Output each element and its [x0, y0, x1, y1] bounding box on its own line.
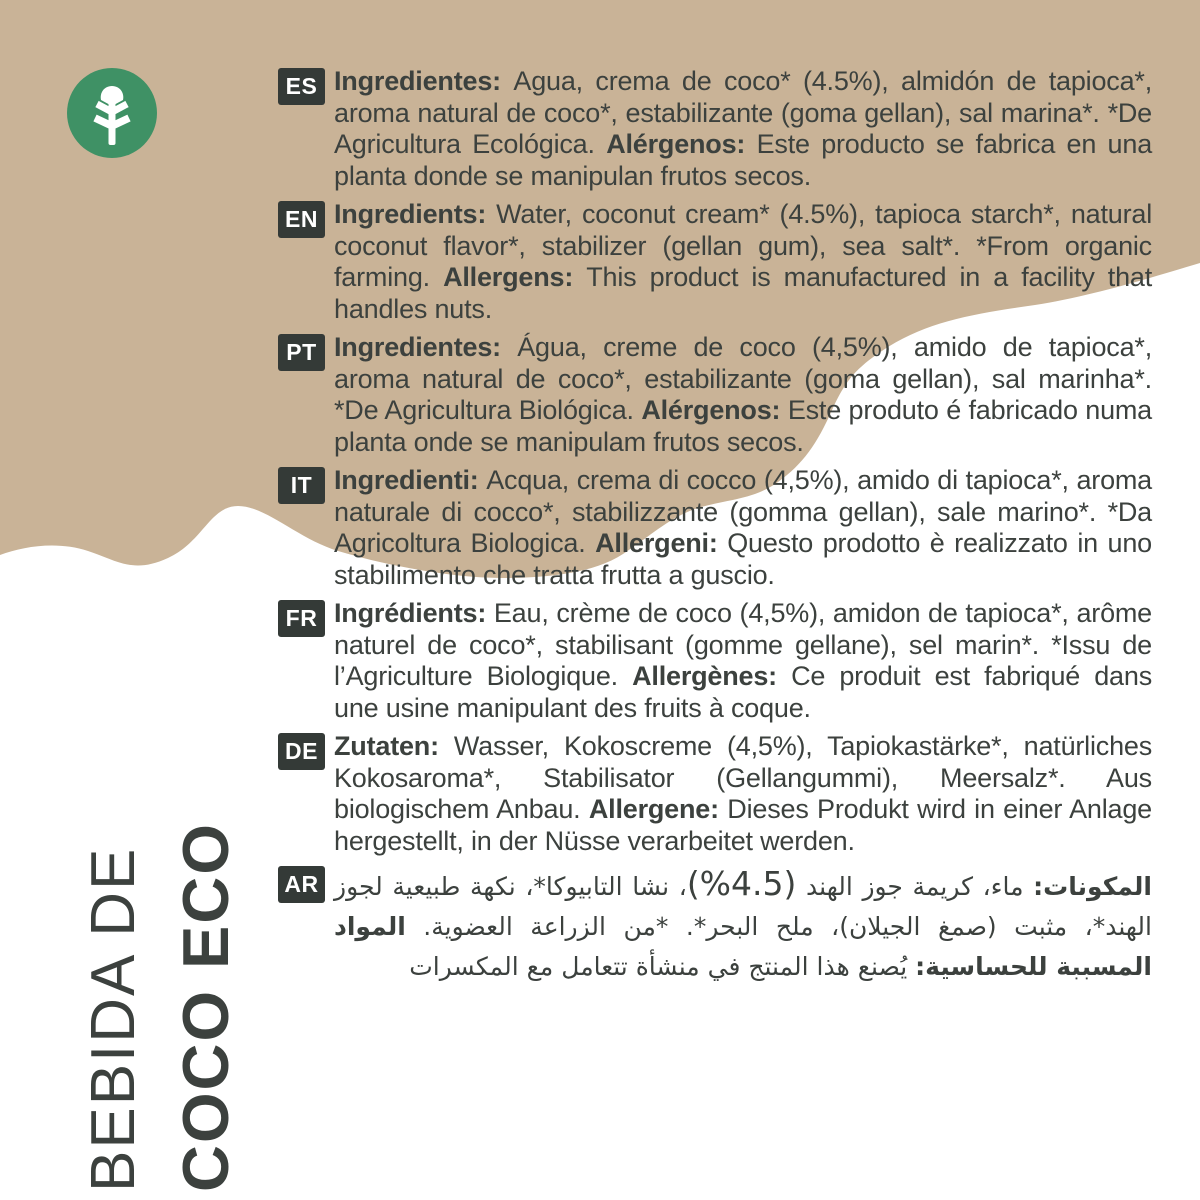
product-title-line-1: BEBIDA DE	[79, 846, 148, 1192]
lang-badge-es: ES	[278, 68, 325, 105]
lang-block-ar	[278, 864, 1152, 987]
text-segment: Ingredientes:	[334, 332, 518, 362]
ingredients-text-it	[334, 465, 1152, 591]
ingredients-text-es	[334, 66, 1152, 192]
text-segment: Ingredients:	[334, 199, 497, 229]
text-segment: Ce produit est fabriqué dans une usine manipulant des fruits à coque.	[334, 661, 1152, 723]
product-title	[68, 772, 252, 1192]
text-segment: Questo prodotto è realizzato in uno stabilimento che tratta frutta a guscio.	[334, 528, 1152, 590]
product-title-line-2: COCO ECO	[169, 822, 242, 1192]
lang-badge-pt: PT	[278, 334, 325, 371]
lang-block-it	[278, 465, 1152, 591]
text-segment: ، نشا التابيوكا*، نكهة طبيعية لجوز الهند*، مثبت (صمغ الجيلان)، ملح البحر*. *من الزراعة العضوية.	[334, 872, 1152, 941]
text-segment: Eau, crème de coco (4,5%), amidon de tapioca*, arôme naturel de coco*, stabilisant (gomme gellane), sel marin*. *Issu de l’Agriculture Biologique.	[334, 598, 1152, 691]
lang-badge-fr: FR	[278, 600, 325, 637]
text-segment: Agua, crema de coco* (4.5%), almidón de tapioca*, aroma natural de coco*, estabilizante (goma gellan), sal marina*. *De Agricultura Ecológica.	[334, 66, 1152, 159]
text-segment: (4.5%)	[686, 864, 797, 903]
lang-badge-de: DE	[278, 733, 325, 770]
lang-badge-ar: AR	[278, 866, 325, 903]
text-segment: Allergeni:	[595, 528, 728, 558]
text-segment: Alérgenos:	[606, 129, 757, 159]
lang-badge-it: IT	[278, 467, 325, 504]
lang-block-de	[278, 731, 1152, 857]
text-segment: المكونات:	[1033, 872, 1152, 901]
brand-roundel	[67, 68, 157, 158]
ingredients-text-pt	[334, 332, 1152, 458]
text-segment: المواد المسببة للحساسية:	[334, 912, 1152, 981]
text-segment: Wasser, Kokoscreme (4,5%), Tapiokastärke*, natürliches Kokosaroma*, Stabilisator (Gellangummi), Meersalz*. Aus biologischem Anbau.	[334, 731, 1153, 824]
text-segment: ماء، كريمة جوز الهند	[796, 872, 1034, 901]
text-segment: Água, creme de coco (4,5%), amido de tapioca*, aroma natural de coco*, estabilizante (goma gellan), sal marinha*. *De Agricultura Biológica.	[334, 332, 1152, 425]
text-segment: Ingrédients:	[334, 598, 494, 628]
ingredients-text-ar	[334, 864, 1152, 987]
ingredients-column	[278, 66, 1152, 994]
text-segment: يُصنع هذا المنتج في منشأة تتعامل مع المكسرات	[409, 952, 916, 981]
lang-block-fr	[278, 598, 1152, 724]
text-segment: Zutaten:	[334, 731, 454, 761]
text-segment: Alérgenos:	[641, 395, 788, 425]
text-segment: Este produto é fabricado numa planta onde se manipulam frutos secos.	[334, 395, 1152, 457]
text-segment: Allergènes:	[632, 661, 792, 691]
ingredients-text-en	[334, 199, 1152, 325]
text-segment: Ingredienti:	[334, 465, 487, 495]
lang-badge-en: EN	[278, 201, 325, 238]
text-segment: Water, coconut cream* (4.5%), tapioca starch*, natural coconut flavor*, stabilizer (gellan gum), sea salt*. *From organic farming.	[334, 199, 1152, 292]
text-segment: Allergene:	[588, 794, 728, 824]
text-segment: Allergens:	[443, 262, 587, 292]
ingredients-text-fr	[334, 598, 1152, 724]
text-segment: Dieses Produkt wird in einer Anlage hergestellt, in der Nüsse verarbeitet werden.	[334, 794, 1152, 856]
text-segment: Ingredientes:	[334, 66, 514, 96]
lang-block-es	[278, 66, 1152, 192]
text-segment: Acqua, crema di cocco (4,5%), amido di tapioca*, aroma naturale di cocco*, stabilizzante (gomma gellan), sale marino*. *Da Agricoltura Biologica.	[334, 465, 1152, 558]
text-segment: This product is manufactured in a facility that handles nuts.	[334, 262, 1152, 324]
lang-block-en	[278, 199, 1152, 325]
text-segment: Este producto se fabrica en una planta donde se manipulan frutos secos.	[334, 129, 1153, 191]
ingredients-text-de	[334, 731, 1152, 857]
lang-block-pt	[278, 332, 1152, 458]
